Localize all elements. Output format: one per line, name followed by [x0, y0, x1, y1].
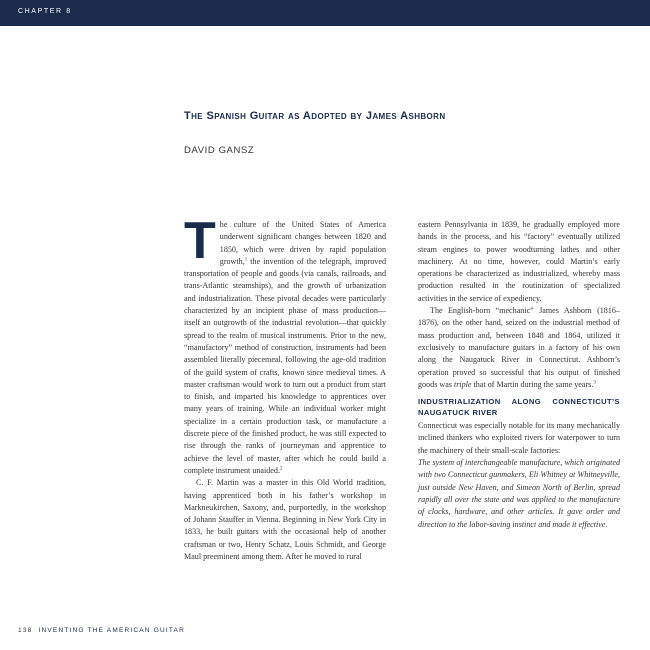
- paragraph-3: eastern Pennsylvania in 1839, he gradually employed more hands in the process, and his “factory” eventually utilized steam engines to power woodturning lathes and other machinery. At no time, however, could Martin’s early operations be characterized as industrialized, whereby mass production resulted in the routinization of specialized activities in the service of expediency.: [418, 220, 620, 303]
- drop-cap: T: [184, 212, 216, 270]
- paragraph-4: The English-born “mechanic” James Ashborn (1816–1876), on the other hand, seized on the industrial method of mass production and, between 1848 and 1864, utilized it exclusively to manufacture guitars in a factory of his own along the Naugatuck River in Connecticut. Ashborn’s operation proved so successful that his output of finished goods was triple that of Martin during the same years.$^3$: [418, 306, 620, 389]
- paragraph-1: The culture of the United States of America underwent significant changes between 1820 and 1850, which were driven by rapid population growth,$^1$ the invention of the telegraph, improved transportation of people and goods (via canals, railroads, and trans-Atlantic steamships), and the growth of urbanization and industrialization. These pivotal decades were particularly characterized by an incipient phase of mass production—itself an outgrowth of the industrial revolution—that quickly spread to the realm of musical instruments. Prior to the new, “manufactory” method of construction, instruments had been assembled literally piecemeal, following the age-old tradition of the guild system of crafts, known since medieval times. A master craftsman would work to turn out a product from start to finish, and imparted his knowledge to apprentices over many years of training. While an individual worker might specialize in a certain production task, or manufacture a discrete piece of the finished product, he was still expected to rise through the ranks of journeyman and apprentice to achieve the level of master, after which he could build a complete instrument unaided.$^2$: [184, 212, 386, 475]
- chapter-label: CHAPTER 8: [18, 8, 72, 15]
- book-title: INVENTING THE AMERICAN GUITAR: [38, 627, 185, 634]
- block-quote: The system of interchangeable manufacture, which originated with two Connecticut gunmakers, Eli Whitney at Whitneyville, just outside New Haven, and Simeon North of Berlin, spread rapidly all over the state and was applied to the manufacture of clocks, hardware, and other articles. It gave order and direction to the labor-saving instinct and made it effective.: [418, 458, 620, 529]
- article-title: The Spanish Guitar as Adopted by James Ashborn: [184, 110, 446, 122]
- text-column-left: [184, 212, 386, 563]
- footnote-ref: 3: [593, 380, 596, 386]
- page-footer: [18, 627, 185, 634]
- paragraph-5: Connecticut was especially notable for its many mechanically inclined thinkers who exploited rivers for waterpower to turn the machinery of their small-scale factories:: [418, 421, 620, 455]
- section-heading: INDUSTRIALIZATION ALONG CONNECTICUT’S NAUGATUCK RIVER: [418, 397, 620, 417]
- footnote-ref: 2: [279, 466, 283, 472]
- chapter-header-bar: [0, 0, 650, 26]
- emphasis: triple: [453, 379, 472, 389]
- page-number: 138: [18, 627, 33, 634]
- paragraph-2: C. F. Martin was a master in this Old World tradition, having apprenticed both in his father’s workshop in Markneukirchen, Saxony, and, purportedly, in the workshop of Johann Stauffer in Vienna. Beginning in New York City in 1833, he built guitars with the occasional help of another craftsman or two, Henry Schatz, Louis Schmidt, and George Maul preeminent among them. After he moved to rural: [184, 478, 386, 562]
- text-column-right: [418, 219, 620, 531]
- article-author: DAVID GANSZ: [184, 145, 255, 156]
- footnote-ref: 1: [244, 257, 248, 263]
